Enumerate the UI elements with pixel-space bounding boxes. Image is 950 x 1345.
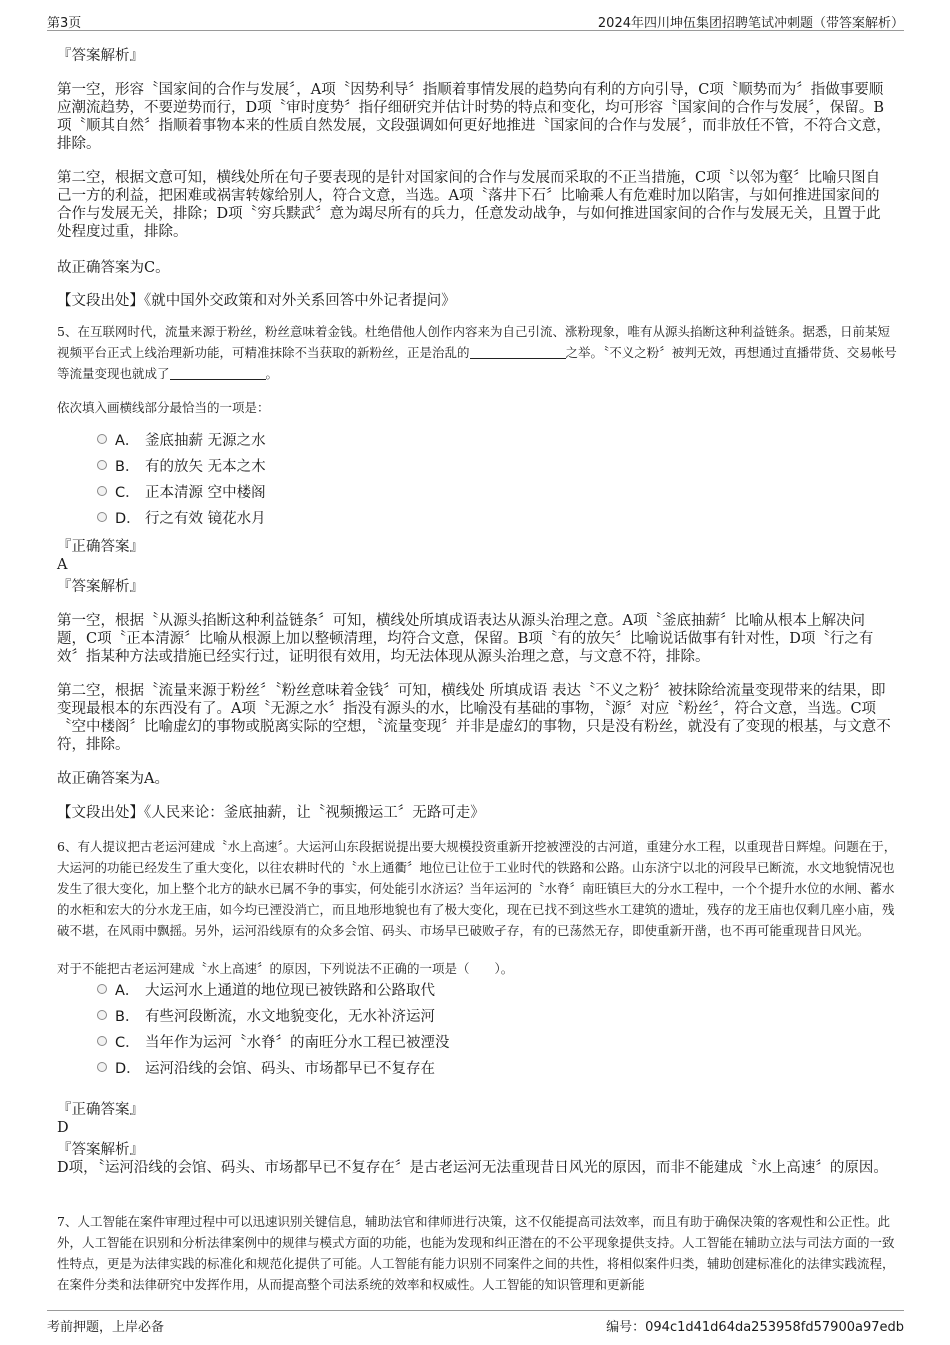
q6-answer: D xyxy=(57,1120,69,1136)
q4-analysis-label: 『答案解析』 xyxy=(57,48,144,64)
q7-stem: 7、人工智能在案件审理过程中可以迅速识别关键信息，辅助法官和律师进行决策，这不仅能提高司法效率，而且有助于确保决策的客观性和公正性。此外，人工智能在识别和分析法律案例中的规律与模式方面的功能，也能为发现和纠正潜在的不公平现象提供支持。人工智能在辅助立法与司法方面的一致性特点，更是为法律实践的标准化和规范化提供了可能。人工智能有能力识别不同案件之间的共性，将相似案件归类，辅助创建标准化的法律实践流程，在案件分类和法律研究中发挥作用，从而提高整个司法系统的效率和权威性。人工智能的知识管理和更新能 xyxy=(57,1214,895,1292)
page-footer xyxy=(47,1310,904,1335)
q5-option-b[interactable]: B． 有的放矢 无本之木 xyxy=(97,458,266,476)
q5-conclusion: 故正确答案为A。 xyxy=(57,771,169,787)
q4-conclusion: 故正确答案为C。 xyxy=(57,260,170,276)
page-number: 第3页 xyxy=(47,16,82,31)
q6-analysis: D项，〝运河沿线的会馆、码头、市场都早已不复存在〞是古老运河无法重现昔日风光的原因，而非不能建成〝水上高速〞的原因。 xyxy=(57,1160,888,1176)
q6-analysis-label: 『答案解析』 xyxy=(57,1142,144,1158)
page-header xyxy=(47,8,904,31)
document-id: 编号：094c1d41d64da253958fd57900a97edb xyxy=(606,1320,904,1335)
q5-option-c[interactable]: C． 正本清源 空中楼阁 xyxy=(97,484,266,502)
q4-analysis-p1: 第一空，形容〝国家间的合作与发展〞，A项〝因势利导〞指顺着事情发展的趋势向有利的方向引导，C项〝顺势而为〞指做事要顺应潮流趋势，不要逆势而行，D项〝审时度势〞指仔细研究并估计时势的特点和变化，均可形容〝国家间的合作与发展〞，保留。B项〝顺其自然〞指顺着事物本来的性质自然发展，文段强调如何更好地推进〝国家间的合作与发展〞，而非放任不管，不符合文意，排除。 xyxy=(57,82,891,152)
radio-icon[interactable] xyxy=(97,460,107,470)
q5-analysis-label: 『答案解析』 xyxy=(57,579,144,595)
q6-option-a[interactable]: A． 大运河水上通道的地位现已被铁路和公路取代 xyxy=(97,982,435,1000)
radio-icon[interactable] xyxy=(97,512,107,522)
radio-icon[interactable] xyxy=(97,1036,107,1046)
q5-analysis-p2: 第二空，根据〝流量来源于粉丝〞〝粉丝意味着金钱〞可知，横线处 所填成语 表达〝不义之粉〞被抹除给流量变现带来的结果，即变现最根本的东西没有了。A项〝无源之水〞指没有源头的水，比喻没有基础的事物，〝源〞对应〝粉丝〞，符合文意，当选。C项〝空中楼阁〞比喻虚幻的事物或脱离实际的空想，〝流量变现〞并非是虚幻的事物，只是没有粉丝，就没有了变现的根基，与文意不符，排除。 xyxy=(57,683,891,753)
radio-icon[interactable] xyxy=(97,1062,107,1072)
q5-stem: 5、在互联网时代，流量来源于粉丝，粉丝意味着金钱。杜绝借他人创作内容来为自己引流、涨粉现象，唯有从源头掐断这种利益链条。据悉，日前某短视频平台正式上线治理新功能，可精准抹除不当获取的新粉丝，正是治乱的 之举。〝不义之粉〞被判无效，再想通过直播带货、交易帐号等流量变现也就成了 。 xyxy=(57,324,897,381)
q5-answer-label: 『正确答案』 xyxy=(57,539,144,555)
q6-option-d[interactable]: D． 运河沿线的会馆、码头、市场都早已不复存在 xyxy=(97,1060,435,1078)
q6-stem: 6、有人提议把古老运河建成〝水上高速〞。大运河山东段据说提出要大规模投资重新开挖被湮没的古河道，重建分水工程，以重现昔日辉煌。问题在于，大运河的功能已经发生了重大变化，以往农耕时代的〝水上通衢〞地位已让位于工业时代的铁路和公路。山东济宁以北的河段早已断流，水文地貌情况也发生了很大变化，加上整个北方的缺水已属不争的事实，何处能引水济运？当年运河的〝水脊〞南旺镇巨大的分水工程中，一个个提升水位的水闸、蓄水的水柜和宏大的分水龙王庙，如今均已湮没消亡，而且地形地貌也有了极大变化，现在已找不到这些水工建筑的遗址，残存的龙王庙也仅剩几座小庙，残破不堪，在风雨中飘摇。另外，运河沿线原有的众多会馆、码头、市场早已破败孑存，有的已荡然无存，即使重新开凿，也不再可能重现昔日风光。 xyxy=(57,839,897,938)
q5-analysis-p1: 第一空，根据〝从源头掐断这种利益链条〞可知，横线处所填成语表达从源头治理之意。A项〝釜底抽薪〞比喻从根本上解决问题，C项〝正本清源〞比喻从根源上加以整顿清理，均符合文意，保留。B项〝有的放矢〞比喻说话做事有针对性，D项〝行之有效〞指某种方法或措施已经实行过，证明很有效用，均无法体现从源头治理之意，与文意不符，排除。 xyxy=(57,613,874,665)
q5-answer: A xyxy=(57,557,68,573)
q6-option-c[interactable]: C． 当年作为运河〝水脊〞的南旺分水工程已被湮没 xyxy=(97,1034,450,1052)
q4-analysis-p2: 第二空，根据文意可知，横线处所在句子要表现的是针对国家间的合作与发展而采取的不正当措施，C项〝以邻为壑〞比喻只图自己一方的利益，把困难或祸害转嫁给别人，符合文意，当选。A项〝落井下石〞比喻乘人有危难时加以陷害，与如何推进国家间的合作与发展无关，排除；D项〝穷兵黩武〞意为竭尽所有的兵力，任意发动战争，与如何推进国家间的合作与发展无关，且置于此处程度过重，排除。 xyxy=(57,170,881,240)
footer-slogan: 考前押题，上岸必备 xyxy=(47,1320,165,1335)
q5-source: 【文段出处】《人民来论：釜底抽薪，让〝视频搬运工〞无路可走》 xyxy=(57,805,485,821)
q4-source: 【文段出处】《就中国外交政策和对外关系回答中外记者提问》 xyxy=(57,293,456,309)
document-title: 2024年四川坤伍集团招聘笔试冲刺题（带答案解析） xyxy=(597,16,904,31)
q5-option-a[interactable]: A． 釜底抽薪 无源之水 xyxy=(97,432,266,450)
blank-1 xyxy=(470,345,566,359)
radio-icon[interactable] xyxy=(97,1010,107,1020)
q6-question: 对于不能把古老运河建成〝水上高速〞的原因，下列说法不正确的一项是（ ）。 xyxy=(57,961,514,976)
radio-icon[interactable] xyxy=(97,434,107,444)
radio-icon[interactable] xyxy=(97,984,107,994)
q6-option-b[interactable]: B． 有些河段断流，水文地貌变化，无水补济运河 xyxy=(97,1008,435,1026)
q6-answer-label: 『正确答案』 xyxy=(57,1102,144,1118)
blank-2 xyxy=(170,366,266,380)
q5-option-d[interactable]: D． 行之有效 镜花水月 xyxy=(97,510,266,528)
q5-instruction: 依次填入画横线部分最恰当的一项是： xyxy=(57,400,270,415)
radio-icon[interactable] xyxy=(97,486,107,496)
